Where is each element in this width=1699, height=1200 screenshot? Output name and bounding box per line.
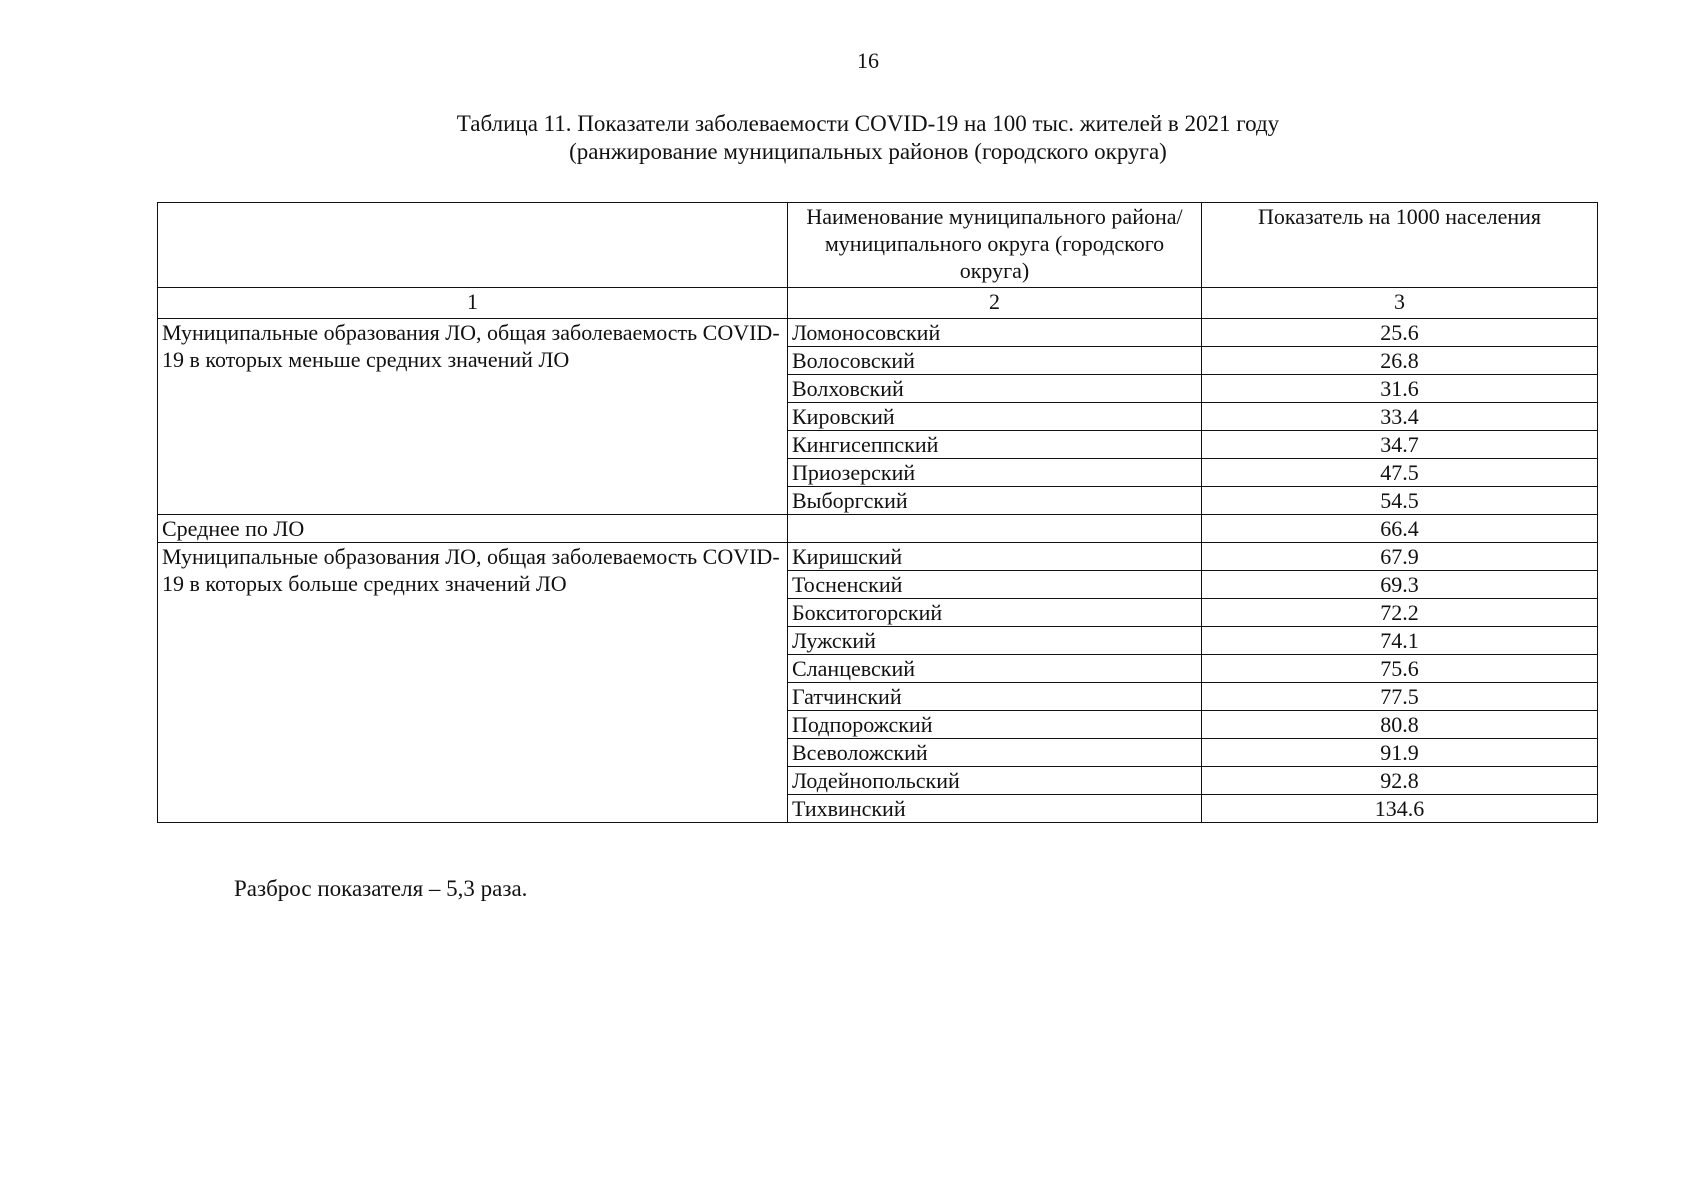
district-name: Бокситогорский (788, 599, 1202, 627)
district-name: Волховский (788, 375, 1202, 403)
table-title-line-1: Таблица 11. Показатели заболеваемости COVID-19 на 100 тыс. жителей в 2021 году (456, 111, 1280, 136)
district-name: Сланцевский (788, 655, 1202, 683)
district-value: 26.8 (1202, 347, 1598, 375)
district-value: 47.5 (1202, 459, 1598, 487)
district-name: Кировский (788, 403, 1202, 431)
district-name: Киришский (788, 543, 1202, 571)
district-name: Всеволожский (788, 739, 1202, 767)
district-value: 34.7 (1202, 431, 1598, 459)
district-value: 69.3 (1202, 571, 1598, 599)
district-name: Тосненский (788, 571, 1202, 599)
district-name: Лодейнопольский (788, 767, 1202, 795)
table-row (158, 543, 1598, 571)
district-name: Тихвинский (788, 795, 1202, 823)
district-value: 54.5 (1202, 487, 1598, 515)
district-value: 72.2 (1202, 599, 1598, 627)
footnote: Разброс показателя – 5,3 раза. (234, 876, 528, 901)
average-value: 66.4 (1202, 515, 1598, 543)
group-label: Муниципальные образования ЛО, общая заболеваемость COVID-19 в которых меньше средних значений ЛО (158, 319, 788, 515)
group-label: Муниципальные образования ЛО, общая заболеваемость COVID-19 в которых больше средних значений ЛО (158, 543, 788, 823)
district-name: Ломоносовский (788, 319, 1202, 347)
district-value: 92.8 (1202, 767, 1598, 795)
district-value: 75.6 (1202, 655, 1598, 683)
district-value: 77.5 (1202, 683, 1598, 711)
district-value: 74.1 (1202, 627, 1598, 655)
column-number-3: 3 (1202, 288, 1598, 319)
header-col-1 (158, 203, 788, 288)
district-name: Выборгский (788, 487, 1202, 515)
district-value: 31.6 (1202, 375, 1598, 403)
district-value: 80.8 (1202, 711, 1598, 739)
district-value: 134.6 (1202, 795, 1598, 823)
table-row (158, 319, 1598, 347)
district-name: Приозерский (788, 459, 1202, 487)
district-value: 91.9 (1202, 739, 1598, 767)
district-name: Лужский (788, 627, 1202, 655)
district-name: Волосовский (788, 347, 1202, 375)
column-number-2: 2 (788, 288, 1202, 319)
district-name: Подпорожский (788, 711, 1202, 739)
incidence-table (157, 202, 1598, 823)
table-header-row (158, 203, 1598, 288)
average-row (158, 515, 1598, 543)
table-title-line-2: (ранжирование муниципальных районов (городского округа) (569, 139, 1167, 164)
header-col-3: Показатель на 1000 населения (1202, 203, 1598, 288)
district-value: 25.6 (1202, 319, 1598, 347)
table-title (0, 110, 1699, 166)
column-number-row (158, 288, 1598, 319)
column-number-1: 1 (158, 288, 788, 319)
district-name: Гатчинский (788, 683, 1202, 711)
district-name: Кингисеппский (788, 431, 1202, 459)
page-number: 16 (857, 48, 879, 73)
header-col-2: Наименование муниципального района/муниципального округа (городского округа) (788, 203, 1202, 288)
district-value: 33.4 (1202, 403, 1598, 431)
district-value: 67.9 (1202, 543, 1598, 571)
average-label: Среднее по ЛО (158, 515, 788, 543)
average-name (788, 515, 1202, 543)
